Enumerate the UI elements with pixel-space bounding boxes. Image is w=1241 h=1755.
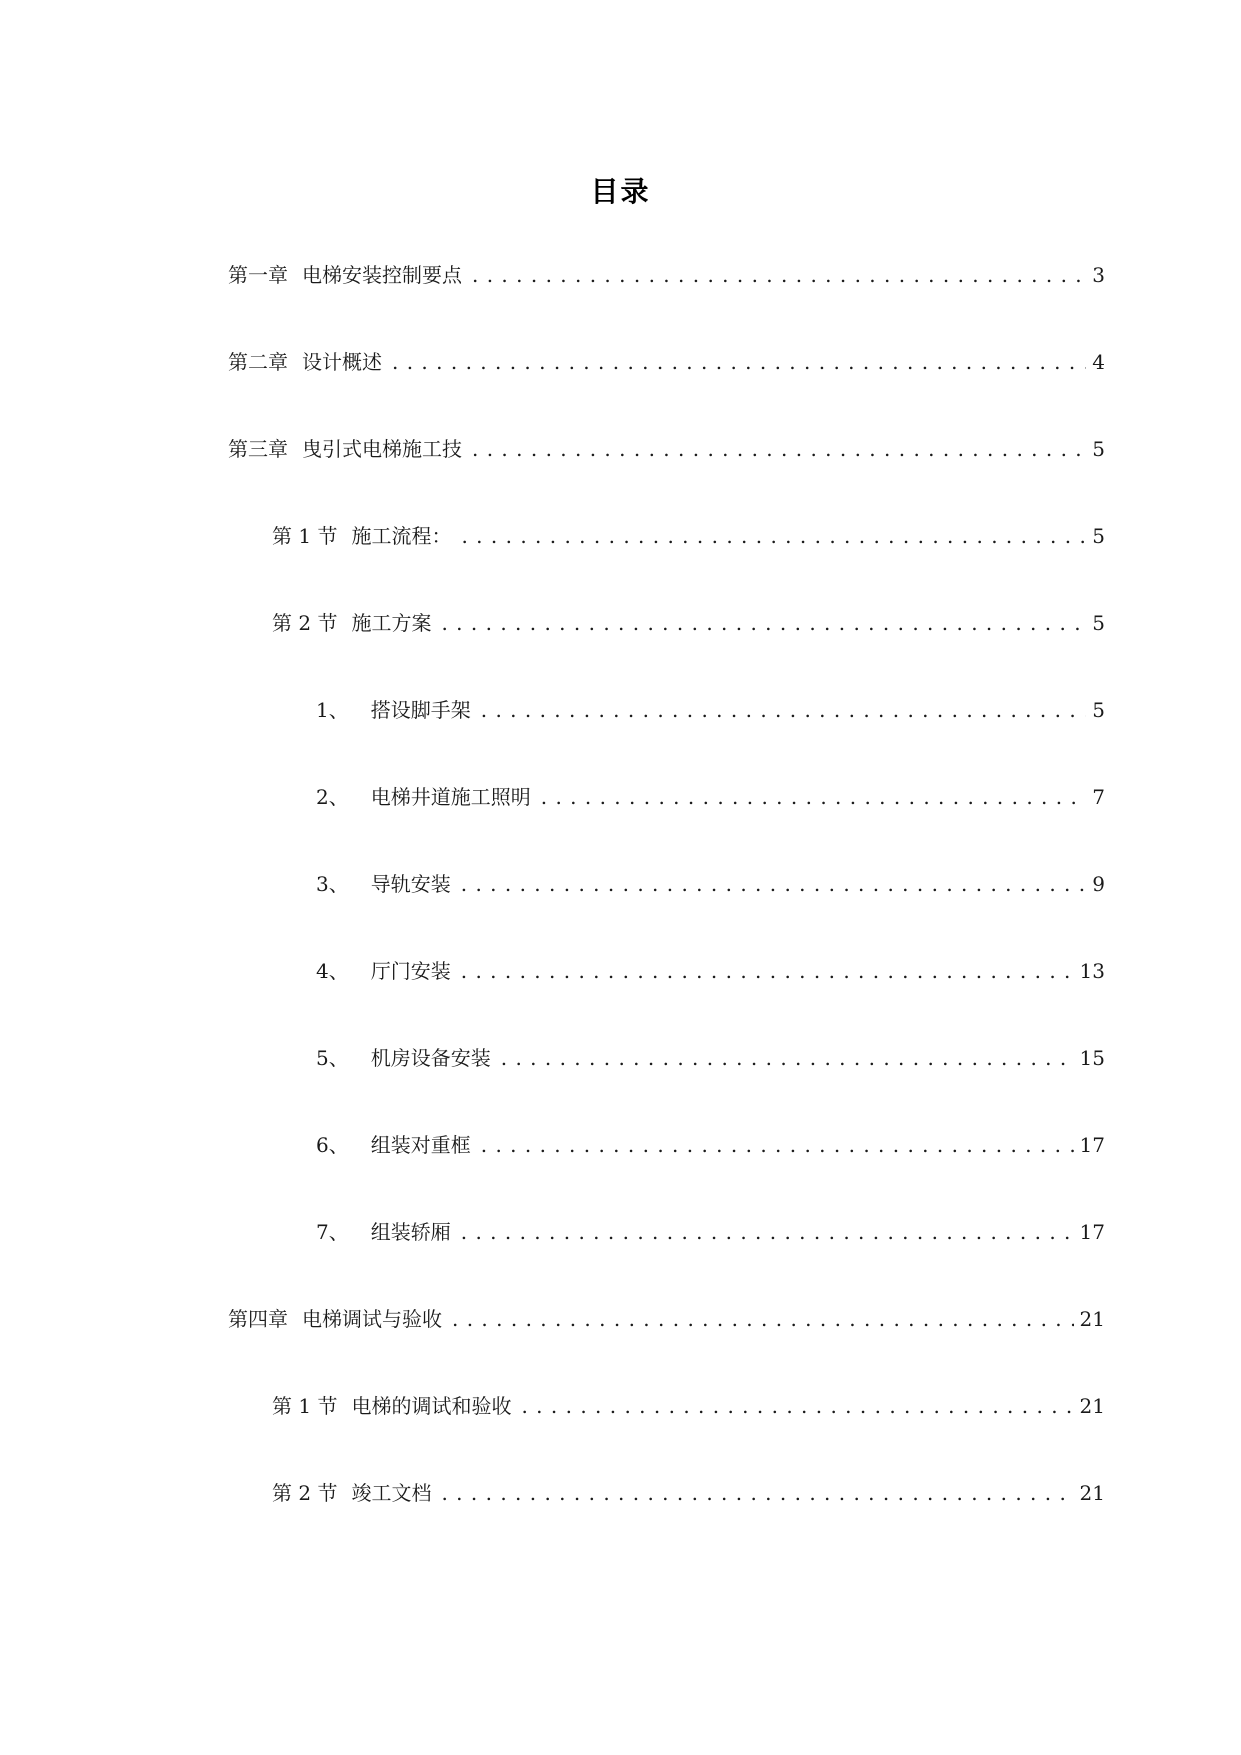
toc-entry-page: 5: [1092, 524, 1105, 548]
dot-leader: [461, 1217, 1074, 1247]
dot-leader: [461, 521, 1086, 551]
dot-leader: [392, 347, 1086, 377]
toc-entry[interactable]: [272, 521, 1105, 551]
toc-entry-label: 竣工文档: [351, 1481, 432, 1505]
toc-entry-label: 导轨安装: [370, 872, 451, 896]
toc-entry-page: 9: [1092, 872, 1105, 896]
toc-entry-number: 第三章: [228, 437, 288, 461]
toc-entry[interactable]: [228, 260, 1105, 290]
toc-entry-label: 电梯安装控制要点: [302, 263, 462, 287]
toc-entry[interactable]: [272, 1478, 1105, 1508]
dot-leader: [521, 1391, 1073, 1421]
toc-entry-label: 电梯的调试和验收: [351, 1394, 512, 1418]
toc-entry-number: 7、: [316, 1220, 349, 1244]
toc-entry-number: 4、: [316, 959, 349, 983]
toc-entry[interactable]: [316, 1043, 1105, 1073]
toc-entry-page: 21: [1079, 1307, 1105, 1331]
toc-entry-page: 17: [1079, 1220, 1105, 1244]
toc-entry-page: 21: [1079, 1481, 1105, 1505]
toc-entry[interactable]: [272, 1391, 1105, 1421]
toc-entry[interactable]: [316, 782, 1105, 812]
toc-entry-number: 6、: [316, 1133, 349, 1157]
toc-entry-page: 21: [1079, 1394, 1105, 1418]
toc-entry-page: 5: [1092, 611, 1105, 635]
dot-leader: [461, 869, 1087, 899]
toc-entry[interactable]: [228, 1304, 1105, 1334]
toc-title: 目录: [590, 175, 651, 208]
toc-entry-label: 施工方案: [351, 611, 432, 635]
toc-entry-label: 曳引式电梯施工技: [302, 437, 462, 461]
toc-entry[interactable]: [272, 608, 1105, 638]
toc-entry-page: 17: [1079, 1133, 1105, 1157]
toc-entry-page: 15: [1079, 1046, 1105, 1070]
dot-leader: [452, 1304, 1074, 1334]
toc-entry-number: 第 2 节: [272, 611, 338, 635]
toc-entry-number: 第四章: [228, 1307, 288, 1331]
toc-entry-page: 3: [1092, 263, 1105, 287]
dot-leader: [481, 695, 1087, 725]
toc-entry-number: 第一章: [228, 263, 288, 287]
dot-leader: [441, 608, 1086, 638]
toc-entry-label: 施工流程：: [351, 524, 452, 548]
dot-leader: [441, 1478, 1073, 1508]
dot-leader: [472, 260, 1086, 290]
toc-entry[interactable]: [316, 1217, 1105, 1247]
toc-entry[interactable]: [316, 1130, 1105, 1160]
toc-entry-label: 电梯调试与验收: [302, 1307, 442, 1331]
toc-entry-page: 5: [1092, 437, 1105, 461]
dot-leader: [481, 1130, 1074, 1160]
toc-entry[interactable]: [316, 869, 1105, 899]
toc-entry-page: 5: [1092, 698, 1105, 722]
dot-leader: [541, 782, 1087, 812]
toc-entry-label: 电梯井道施工照明: [370, 785, 531, 809]
toc-entry-page: 7: [1092, 785, 1105, 809]
toc-entry[interactable]: [228, 434, 1105, 464]
toc-entry-number: 2、: [316, 785, 349, 809]
toc-entry-number: 1、: [316, 698, 349, 722]
toc-entry[interactable]: [316, 956, 1105, 986]
toc-entry[interactable]: [228, 347, 1105, 377]
dot-leader: [461, 956, 1074, 986]
toc-entry-label: 组装对重框: [370, 1133, 471, 1157]
toc-entry-label: 搭设脚手架: [370, 698, 471, 722]
toc-entry-number: 第 1 节: [272, 524, 338, 548]
dot-leader: [501, 1043, 1074, 1073]
toc-entry-label: 组装轿厢: [370, 1220, 451, 1244]
toc-entry-number: 5、: [316, 1046, 349, 1070]
toc-entry-number: 第 1 节: [272, 1394, 338, 1418]
toc-entry-number: 第 2 节: [272, 1481, 338, 1505]
toc-entry-label: 机房设备安装: [370, 1046, 491, 1070]
toc-entry-label: 厅门安装: [370, 959, 451, 983]
toc-entry-number: 3、: [316, 872, 349, 896]
toc-entry-number: 第二章: [228, 350, 288, 374]
toc-entry-page: 13: [1079, 959, 1105, 983]
toc-entry-page: 4: [1092, 350, 1105, 374]
dot-leader: [472, 434, 1086, 464]
toc-entry[interactable]: [316, 695, 1105, 725]
toc-entry-label: 设计概述: [302, 350, 382, 374]
